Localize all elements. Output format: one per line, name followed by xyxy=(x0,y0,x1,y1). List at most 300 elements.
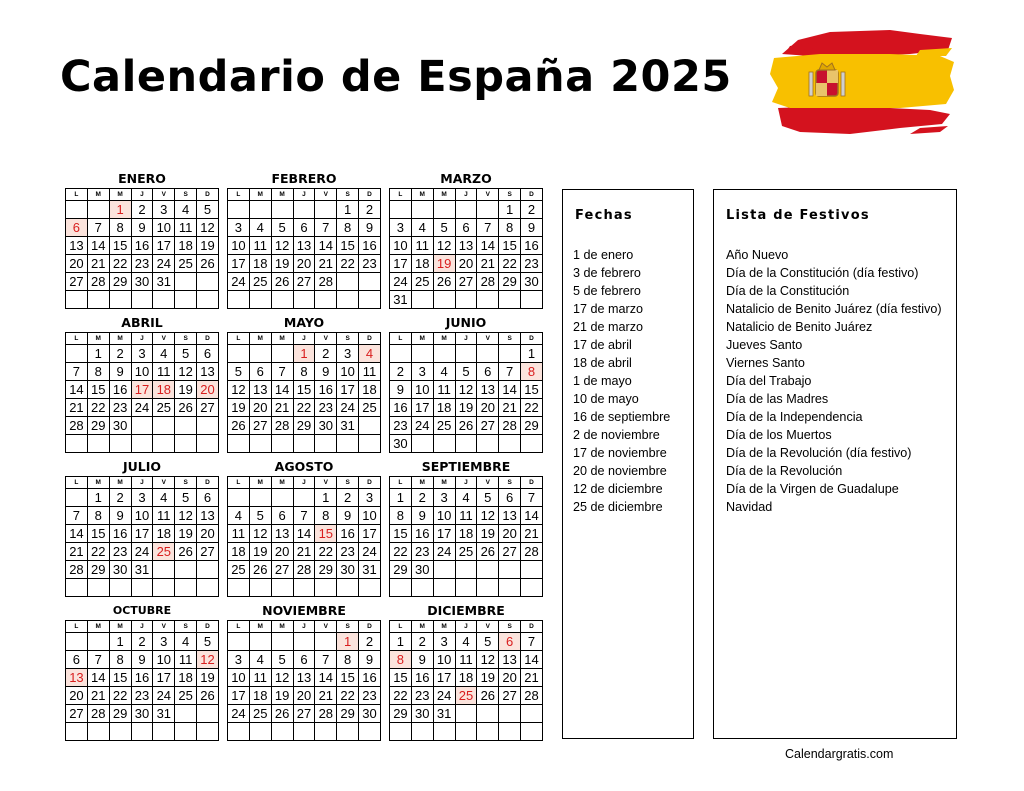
day-cell: 19 xyxy=(175,381,197,399)
empty-day-cell xyxy=(228,723,250,741)
weekday-label: J xyxy=(293,621,315,633)
month-title: JUNIO xyxy=(445,315,487,330)
day-cell: 4 xyxy=(153,345,175,363)
fechas-item: 1 de mayo xyxy=(573,374,632,388)
month-title: MARZO xyxy=(440,171,492,186)
empty-day-cell xyxy=(433,561,455,579)
empty-day-cell xyxy=(175,561,197,579)
month-title: FEBRERO xyxy=(271,171,337,186)
day-cell: 9 xyxy=(359,219,381,237)
weekday-label: M xyxy=(87,621,109,633)
empty-day-cell xyxy=(315,633,337,651)
day-cell: 17 xyxy=(390,255,412,273)
empty-day-cell xyxy=(359,291,381,309)
day-cell: 29 xyxy=(390,705,412,723)
day-cell: 4 xyxy=(455,489,477,507)
day-cell: 10 xyxy=(433,507,455,525)
day-cell: 8 xyxy=(87,507,109,525)
day-cell: 8 xyxy=(293,363,315,381)
day-cell: 10 xyxy=(411,381,433,399)
weekday-label: D xyxy=(197,477,219,489)
empty-day-cell xyxy=(411,291,433,309)
day-cell: 4 xyxy=(433,363,455,381)
empty-day-cell xyxy=(87,435,109,453)
weekday-label: L xyxy=(66,621,88,633)
day-cell: 30 xyxy=(109,417,131,435)
day-cell: 13 xyxy=(197,363,219,381)
empty-day-cell xyxy=(131,417,153,435)
empty-day-cell xyxy=(337,291,359,309)
month-table xyxy=(65,620,219,741)
empty-day-cell xyxy=(337,273,359,291)
day-cell: 11 xyxy=(249,669,271,687)
day-cell: 15 xyxy=(87,381,109,399)
day-cell: 31 xyxy=(131,561,153,579)
month-table xyxy=(389,188,543,309)
month-junio xyxy=(389,314,543,453)
day-cell: 26 xyxy=(249,561,271,579)
empty-day-cell xyxy=(175,291,197,309)
day-cell: 3 xyxy=(359,489,381,507)
empty-day-cell xyxy=(131,291,153,309)
day-cell: 12 xyxy=(249,525,271,543)
holiday-day-cell: 25 xyxy=(153,543,175,561)
empty-day-cell xyxy=(499,579,521,597)
day-cell: 31 xyxy=(153,273,175,291)
day-cell: 8 xyxy=(315,507,337,525)
weekday-label: J xyxy=(131,189,153,201)
day-cell: 10 xyxy=(228,669,250,687)
day-cell: 15 xyxy=(109,669,131,687)
empty-day-cell xyxy=(411,345,433,363)
day-cell: 7 xyxy=(315,651,337,669)
day-cell: 7 xyxy=(521,489,543,507)
fechas-item: 18 de abril xyxy=(573,356,632,370)
weekday-label: M xyxy=(271,477,293,489)
fechas-title: Fechas xyxy=(575,208,633,223)
day-cell: 6 xyxy=(455,219,477,237)
day-cell: 11 xyxy=(175,651,197,669)
holiday-day-cell: 1 xyxy=(337,633,359,651)
day-cell: 9 xyxy=(359,651,381,669)
empty-day-cell xyxy=(521,435,543,453)
day-cell: 28 xyxy=(477,273,499,291)
month-table xyxy=(65,476,219,597)
day-cell: 16 xyxy=(131,237,153,255)
empty-day-cell xyxy=(390,345,412,363)
day-cell: 9 xyxy=(521,219,543,237)
festivos-item: Día de los Muertos xyxy=(726,428,832,442)
month-table xyxy=(227,476,381,597)
day-cell: 26 xyxy=(271,273,293,291)
day-cell: 11 xyxy=(153,507,175,525)
day-cell: 2 xyxy=(411,489,433,507)
empty-day-cell xyxy=(249,489,271,507)
day-cell: 24 xyxy=(228,705,250,723)
month-marzo xyxy=(389,170,543,309)
empty-day-cell xyxy=(249,201,271,219)
weekday-label: S xyxy=(175,621,197,633)
weekday-label: J xyxy=(455,333,477,345)
weekday-label: J xyxy=(131,333,153,345)
day-cell: 2 xyxy=(109,489,131,507)
month-table xyxy=(65,188,219,309)
empty-day-cell xyxy=(521,723,543,741)
day-cell: 18 xyxy=(359,381,381,399)
empty-day-cell xyxy=(228,489,250,507)
day-cell: 30 xyxy=(390,435,412,453)
day-cell: 25 xyxy=(455,543,477,561)
day-cell: 21 xyxy=(315,255,337,273)
day-cell: 13 xyxy=(271,525,293,543)
empty-day-cell xyxy=(66,579,88,597)
day-cell: 3 xyxy=(411,363,433,381)
day-cell: 26 xyxy=(477,543,499,561)
holiday-day-cell: 19 xyxy=(433,255,455,273)
weekday-label: J xyxy=(131,477,153,489)
empty-day-cell xyxy=(455,579,477,597)
day-cell: 12 xyxy=(228,381,250,399)
day-cell: 5 xyxy=(175,345,197,363)
empty-day-cell xyxy=(411,723,433,741)
day-cell: 18 xyxy=(433,399,455,417)
day-cell: 23 xyxy=(337,543,359,561)
empty-day-cell xyxy=(433,723,455,741)
day-cell: 16 xyxy=(359,237,381,255)
day-cell: 31 xyxy=(359,561,381,579)
day-cell: 2 xyxy=(359,633,381,651)
day-cell: 15 xyxy=(390,669,412,687)
day-cell: 27 xyxy=(293,273,315,291)
day-cell: 19 xyxy=(477,525,499,543)
holiday-day-cell: 1 xyxy=(109,201,131,219)
day-cell: 28 xyxy=(293,561,315,579)
day-cell: 29 xyxy=(109,273,131,291)
day-cell: 29 xyxy=(109,705,131,723)
festivos-item: Día de la Constitución (día festivo) xyxy=(726,266,919,280)
weekday-label: J xyxy=(293,189,315,201)
day-cell: 29 xyxy=(315,561,337,579)
day-cell: 9 xyxy=(131,651,153,669)
day-cell: 30 xyxy=(131,273,153,291)
day-cell: 9 xyxy=(411,507,433,525)
day-cell: 28 xyxy=(315,705,337,723)
weekday-label: D xyxy=(359,477,381,489)
day-cell: 14 xyxy=(315,237,337,255)
weekday-label: M xyxy=(271,621,293,633)
empty-day-cell xyxy=(455,561,477,579)
weekday-label: D xyxy=(521,333,543,345)
day-cell: 30 xyxy=(131,705,153,723)
day-cell: 3 xyxy=(433,489,455,507)
empty-day-cell xyxy=(499,345,521,363)
festivos-item: Día de las Madres xyxy=(726,392,829,406)
day-cell: 5 xyxy=(228,363,250,381)
day-cell: 12 xyxy=(477,507,499,525)
day-cell: 20 xyxy=(499,669,521,687)
day-cell: 5 xyxy=(477,633,499,651)
day-cell: 22 xyxy=(521,399,543,417)
day-cell: 7 xyxy=(271,363,293,381)
empty-day-cell xyxy=(455,723,477,741)
empty-day-cell xyxy=(477,723,499,741)
empty-day-cell xyxy=(315,201,337,219)
day-cell: 12 xyxy=(271,669,293,687)
day-cell: 22 xyxy=(109,255,131,273)
day-cell: 21 xyxy=(521,669,543,687)
day-cell: 18 xyxy=(153,525,175,543)
day-cell: 20 xyxy=(499,525,521,543)
day-cell: 30 xyxy=(521,273,543,291)
day-cell: 16 xyxy=(315,381,337,399)
day-cell: 6 xyxy=(66,651,88,669)
month-table xyxy=(389,332,543,453)
day-cell: 25 xyxy=(175,255,197,273)
festivos-item: Navidad xyxy=(726,500,773,514)
empty-day-cell xyxy=(455,435,477,453)
holiday-day-cell: 6 xyxy=(66,219,88,237)
day-cell: 11 xyxy=(249,237,271,255)
day-cell: 22 xyxy=(315,543,337,561)
day-cell: 29 xyxy=(87,561,109,579)
weekday-label: M xyxy=(411,621,433,633)
weekday-label: L xyxy=(390,621,412,633)
empty-day-cell xyxy=(249,345,271,363)
month-table xyxy=(227,332,381,453)
festivos-item: Natalicio de Benito Juárez xyxy=(726,320,873,334)
day-cell: 5 xyxy=(197,201,219,219)
holiday-day-cell: 6 xyxy=(499,633,521,651)
month-table xyxy=(227,188,381,309)
month-agosto xyxy=(227,458,381,597)
empty-day-cell xyxy=(315,579,337,597)
day-cell: 26 xyxy=(175,543,197,561)
holiday-day-cell: 17 xyxy=(131,381,153,399)
day-cell: 17 xyxy=(228,687,250,705)
day-cell: 6 xyxy=(197,345,219,363)
festivos-title: Lista de Festivos xyxy=(726,208,870,223)
day-cell: 10 xyxy=(153,219,175,237)
empty-day-cell xyxy=(131,435,153,453)
weekday-label: M xyxy=(411,189,433,201)
day-cell: 9 xyxy=(131,219,153,237)
day-cell: 26 xyxy=(433,273,455,291)
day-cell: 29 xyxy=(87,417,109,435)
day-cell: 28 xyxy=(499,417,521,435)
day-cell: 2 xyxy=(521,201,543,219)
weekday-label: L xyxy=(66,189,88,201)
day-cell: 15 xyxy=(293,381,315,399)
month-title: AGOSTO xyxy=(274,459,334,474)
day-cell: 7 xyxy=(477,219,499,237)
empty-day-cell xyxy=(197,723,219,741)
day-cell: 22 xyxy=(337,687,359,705)
weekday-label: L xyxy=(228,333,250,345)
day-cell: 24 xyxy=(153,255,175,273)
weekday-label: M xyxy=(249,333,271,345)
festivos-item: Día de la Independencia xyxy=(726,410,863,424)
day-cell: 6 xyxy=(249,363,271,381)
day-cell: 21 xyxy=(521,525,543,543)
empty-day-cell xyxy=(455,345,477,363)
weekday-label: M xyxy=(109,621,131,633)
weekday-label: M xyxy=(433,333,455,345)
weekday-label: M xyxy=(411,333,433,345)
day-cell: 10 xyxy=(433,651,455,669)
empty-day-cell xyxy=(477,705,499,723)
day-cell: 25 xyxy=(433,417,455,435)
empty-day-cell xyxy=(433,345,455,363)
day-cell: 15 xyxy=(390,525,412,543)
day-cell: 12 xyxy=(175,363,197,381)
day-cell: 14 xyxy=(315,669,337,687)
empty-day-cell xyxy=(271,345,293,363)
month-table xyxy=(227,620,381,741)
weekday-label: L xyxy=(390,333,412,345)
day-cell: 11 xyxy=(153,363,175,381)
fechas-item: 17 de noviembre xyxy=(573,446,667,460)
day-cell: 27 xyxy=(249,417,271,435)
day-cell: 19 xyxy=(175,525,197,543)
empty-day-cell xyxy=(521,579,543,597)
spain-flag-icon xyxy=(770,28,955,138)
day-cell: 19 xyxy=(455,399,477,417)
day-cell: 8 xyxy=(337,219,359,237)
month-febrero xyxy=(227,170,381,309)
day-cell: 29 xyxy=(499,273,521,291)
month-abril xyxy=(65,314,219,453)
empty-day-cell xyxy=(455,705,477,723)
day-cell: 5 xyxy=(175,489,197,507)
day-cell: 13 xyxy=(249,381,271,399)
empty-day-cell xyxy=(499,705,521,723)
weekday-label: M xyxy=(271,189,293,201)
empty-day-cell xyxy=(249,435,271,453)
weekday-label: S xyxy=(499,333,521,345)
empty-day-cell xyxy=(66,201,88,219)
day-cell: 8 xyxy=(337,651,359,669)
empty-day-cell xyxy=(337,579,359,597)
weekday-label: J xyxy=(293,477,315,489)
day-cell: 4 xyxy=(153,489,175,507)
empty-day-cell xyxy=(359,723,381,741)
empty-day-cell xyxy=(337,435,359,453)
day-cell: 19 xyxy=(249,543,271,561)
empty-day-cell xyxy=(271,489,293,507)
day-cell: 23 xyxy=(411,687,433,705)
empty-day-cell xyxy=(359,417,381,435)
day-cell: 23 xyxy=(131,255,153,273)
day-cell: 23 xyxy=(131,687,153,705)
day-cell: 21 xyxy=(271,399,293,417)
day-cell: 17 xyxy=(433,525,455,543)
day-cell: 31 xyxy=(433,705,455,723)
day-cell: 9 xyxy=(315,363,337,381)
day-cell: 20 xyxy=(477,399,499,417)
empty-day-cell xyxy=(175,273,197,291)
day-cell: 29 xyxy=(390,561,412,579)
day-cell: 19 xyxy=(197,669,219,687)
day-cell: 3 xyxy=(433,633,455,651)
weekday-label: V xyxy=(315,621,337,633)
empty-day-cell xyxy=(197,435,219,453)
day-cell: 20 xyxy=(293,687,315,705)
month-title: OCTUBRE xyxy=(112,604,172,617)
day-cell: 6 xyxy=(293,219,315,237)
weekday-label: M xyxy=(249,189,271,201)
day-cell: 9 xyxy=(411,651,433,669)
weekday-label: S xyxy=(337,621,359,633)
weekday-label: M xyxy=(433,477,455,489)
empty-day-cell xyxy=(66,345,88,363)
day-cell: 3 xyxy=(337,345,359,363)
day-cell: 5 xyxy=(271,219,293,237)
day-cell: 7 xyxy=(87,219,109,237)
holiday-day-cell: 18 xyxy=(153,381,175,399)
day-cell: 28 xyxy=(87,705,109,723)
empty-day-cell xyxy=(477,201,499,219)
weekday-label: D xyxy=(197,189,219,201)
holiday-day-cell: 15 xyxy=(315,525,337,543)
empty-day-cell xyxy=(293,723,315,741)
day-cell: 27 xyxy=(455,273,477,291)
day-cell: 12 xyxy=(197,219,219,237)
empty-day-cell xyxy=(197,561,219,579)
empty-day-cell xyxy=(66,633,88,651)
empty-day-cell xyxy=(477,579,499,597)
empty-day-cell xyxy=(197,273,219,291)
empty-day-cell xyxy=(499,435,521,453)
day-cell: 23 xyxy=(109,543,131,561)
day-cell: 15 xyxy=(337,669,359,687)
day-cell: 11 xyxy=(359,363,381,381)
day-cell: 22 xyxy=(87,399,109,417)
empty-day-cell xyxy=(521,291,543,309)
day-cell: 20 xyxy=(249,399,271,417)
empty-day-cell xyxy=(521,561,543,579)
weekday-label: S xyxy=(499,477,521,489)
empty-day-cell xyxy=(66,291,88,309)
empty-day-cell xyxy=(293,489,315,507)
day-cell: 15 xyxy=(87,525,109,543)
fechas-item: 16 de septiembre xyxy=(573,410,671,424)
empty-day-cell xyxy=(390,723,412,741)
festivos-item: Natalicio de Benito Juárez (día festivo) xyxy=(726,302,942,316)
empty-day-cell xyxy=(66,489,88,507)
day-cell: 9 xyxy=(337,507,359,525)
day-cell: 24 xyxy=(131,399,153,417)
empty-day-cell xyxy=(153,291,175,309)
empty-day-cell xyxy=(477,561,499,579)
day-cell: 20 xyxy=(66,255,88,273)
festivos-item: Año Nuevo xyxy=(726,248,789,262)
weekday-label: S xyxy=(175,189,197,201)
weekday-label: V xyxy=(477,189,499,201)
weekday-label: V xyxy=(315,333,337,345)
empty-day-cell xyxy=(228,345,250,363)
empty-day-cell xyxy=(359,579,381,597)
weekday-label: D xyxy=(197,333,219,345)
weekday-label: M xyxy=(87,477,109,489)
day-cell: 14 xyxy=(271,381,293,399)
empty-day-cell xyxy=(109,435,131,453)
day-cell: 30 xyxy=(315,417,337,435)
day-cell: 22 xyxy=(109,687,131,705)
weekday-label: J xyxy=(131,621,153,633)
day-cell: 1 xyxy=(337,201,359,219)
empty-day-cell xyxy=(66,723,88,741)
day-cell: 15 xyxy=(521,381,543,399)
